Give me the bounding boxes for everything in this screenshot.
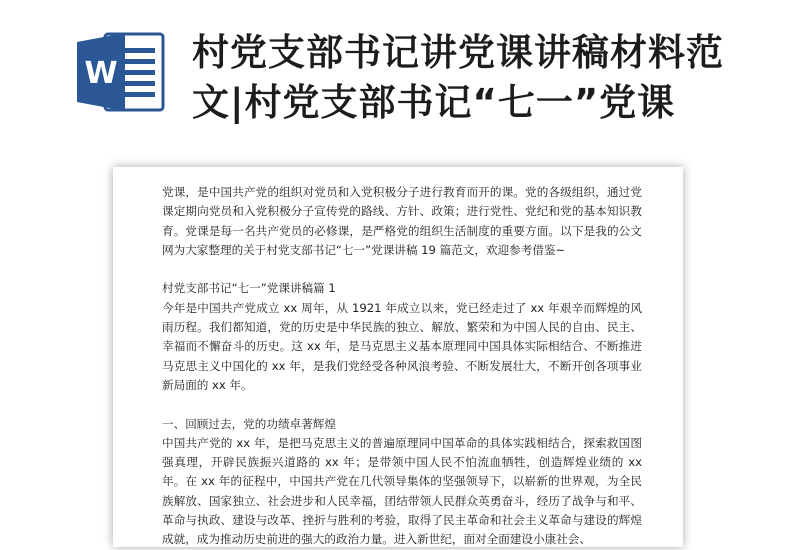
word-icon [75,30,167,114]
document-page [113,167,683,547]
header [0,0,800,160]
section-heading: 一、回顾过去，党的功绩卓著辉煌 [162,416,336,431]
blank-line [162,395,642,414]
blank-line [162,260,642,279]
page-title [192,28,782,128]
body-paragraph: 中国共产党的 xx 年，是把马克思主义的普遍原理同中国革命的具体实践相结合，探索救国图强真理，开辟民族振兴道路的 xx 年；是带领中国人民不怕流血牺牲，创造辉煌业绩的 xx 年。在 xx 年的征程中，中国共产党在几代领导集体的坚强领导下，以崭新的世界观，为全民族解放、国家独立、社会进步和人民幸福，团结带领人民群众英勇奋斗，经历了战争与和平、革命与执政、建设与改革、挫折与胜利的考验，取得了民主革命和社会主义革命与建设的辉煌成就，成为推动历史前进的强大的政治力量。进入新世纪，面对全面建设小康社会、 [162,435,642,547]
intro-paragraph: 党课，是中国共产党的组织对党员和入党积极分子进行教育而开的课。党的各级组织，通过党课定期向党员和入党积极分子宣传党的路线、方针、政策；进行党性、党纪和党的基本知识教育。党课是每一名共产党员的必修课，是严格党的组织生活制度的重要方面。以下是我的公文网为大家整理的关于村党支部书记“七一”党课讲稿 19 篇范文，欢迎参考借鉴~ [162,185,642,257]
document-body [162,183,642,550]
title-line-2: 文|村党支部书记“七一”党课 [192,81,676,124]
title-line-1: 村党支部书记讲党课讲稿材料范 [192,31,724,74]
word-icon-letter: W [84,56,118,91]
body-paragraph: 今年是中国共产党成立 xx 周年，从 1921 年成立以来，党已经走过了 xx 年艰辛而辉煌的风雨历程。我们都知道，党的历史是中华民族的独立、解放、繁荣和为中国人民的自由、民主、幸福而不懈奋斗的历史。这 xx 年，是马克思主义基本原理同中国具体实际相结合、不断推进马克思主义中国化的 xx 年，是我们党经受各种风浪考验、不断发展壮大，不断开创各项事业新局面的 xx 年。 [162,300,642,392]
article-heading: 村党支部书记“七一”党课讲稿篇 1 [162,281,336,296]
